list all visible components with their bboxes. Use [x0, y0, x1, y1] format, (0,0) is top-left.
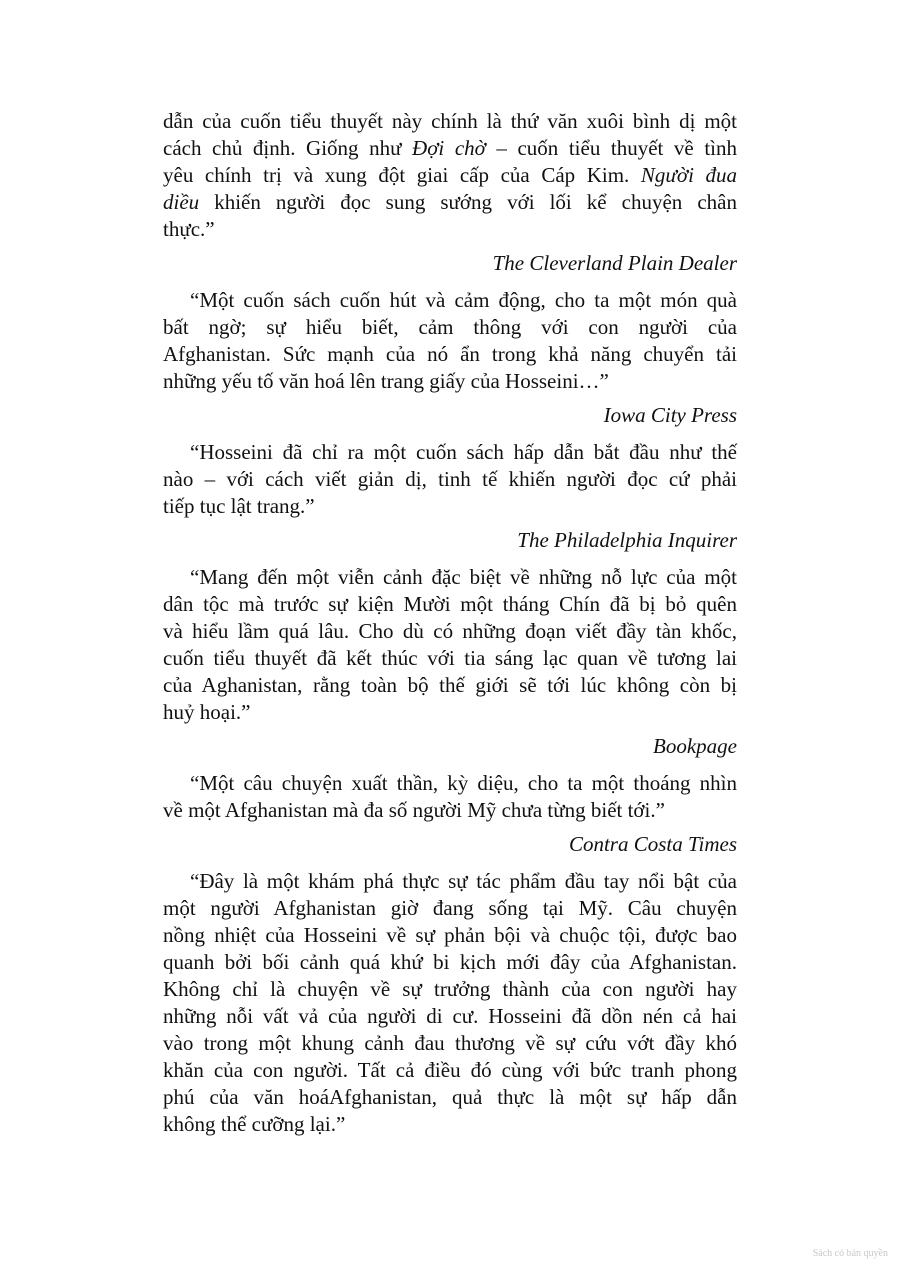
text-line [163, 797, 737, 824]
text-segment: cách chủ định. Giống như [163, 136, 413, 160]
copyright-watermark: Sách có bản quyền [812, 1248, 888, 1259]
text-line [163, 895, 737, 922]
review-source: Iowa City Press [603, 403, 737, 427]
review-source: Bookpage [653, 734, 737, 758]
text-line [163, 439, 737, 466]
text-segment: những yếu tố văn hoá lên trang giấy của Hosseini…” [163, 369, 609, 393]
text-segment: của Aghanistan, rằng toàn bộ thế giới sẽ tới lúc không còn bị [163, 673, 737, 697]
text-segment: dẫn của cuốn tiểu thuyết này chính là thứ văn xuôi bình dị một [163, 109, 737, 133]
text-segment: “Một cuốn sách cuốn hút và cảm động, cho ta một món quà [190, 288, 737, 312]
text-line [163, 216, 737, 243]
text-line [163, 922, 737, 949]
text-segment: cuốn tiểu thuyết đã kết thúc với tia sáng lạc quan về tương lai [163, 646, 737, 670]
text-line [163, 1057, 737, 1084]
text-segment: “Đây là một khám phá thực sự tác phẩm đầu tay nổi bật của [190, 869, 737, 893]
review-quote [163, 770, 737, 824]
text-segment: “Một câu chuyện xuất thần, kỳ diệu, cho ta một thoáng nhìn [190, 771, 737, 795]
text-segment: bất ngờ; sự hiểu biết, cảm thông với con người của [163, 315, 737, 339]
text-segment: thực.” [163, 217, 215, 241]
text-segment: vào trong một khung cảnh đau thương về sự cứu vớt đầy khó [163, 1031, 737, 1055]
text-segment: quanh bởi bối cảnh quá khứ bi kịch mới đây của Afghanistan. [163, 950, 737, 974]
italic-title: Đợi chờ [412, 136, 486, 160]
review-quote [163, 439, 737, 520]
text-line [163, 591, 737, 618]
page-content [163, 108, 737, 1138]
text-line [163, 618, 737, 645]
text-line [163, 949, 737, 976]
text-line [163, 868, 737, 895]
review-source: The Cleverland Plain Dealer [492, 251, 737, 275]
text-line [163, 189, 737, 216]
review-quote [163, 287, 737, 395]
text-line [163, 162, 737, 189]
text-segment: tiếp tục lật trang.” [163, 494, 315, 518]
text-line [163, 314, 737, 341]
text-line [163, 287, 737, 314]
text-line [163, 368, 737, 395]
text-line [163, 493, 737, 520]
review-source: The Philadelphia Inquirer [517, 528, 737, 552]
text-line [163, 1111, 737, 1138]
text-line [163, 770, 737, 797]
review-source: Contra Costa Times [568, 832, 737, 856]
text-segment: một người Afghanistan giờ đang sống tại Mỹ. Câu chuyện [163, 896, 737, 920]
text-segment: những nỗi vất vả của người di cư. Hosseini đã dồn nén cả hai [163, 1004, 737, 1028]
text-segment: yêu chính trị và xung đột giai cấp của Cáp Kim. [163, 163, 641, 187]
text-line [163, 108, 737, 135]
review-quote [163, 564, 737, 726]
italic-title: Người đua [640, 163, 737, 187]
text-line [163, 135, 737, 162]
text-segment: phú của văn hoáAfghanistan, quả thực là một sự hấp dẫn [163, 1085, 737, 1109]
text-segment: nồng nhiệt của Hosseini về sự phản bội và chuộc tội, được bao [163, 923, 737, 947]
text-segment: khiến người đọc sung sướng với lối kể chuyện chân [199, 190, 737, 214]
text-segment: dân tộc mà trước sự kiện Mười một tháng Chín đã bị bỏ quên [163, 592, 737, 616]
text-line [163, 645, 737, 672]
text-segment: khăn của con người. Tất cả điều đó cùng với bức tranh phong [163, 1058, 737, 1082]
italic-title: diều [163, 190, 200, 214]
text-segment: không thể cưỡng lại.” [163, 1112, 346, 1136]
review-continuation [163, 108, 737, 243]
text-line [163, 564, 737, 591]
text-segment: “Mang đến một viễn cảnh đặc biệt về những nỗ lực của một [190, 565, 737, 589]
text-line [163, 1084, 737, 1111]
text-segment: về một Afghanistan mà đa số người Mỹ chưa từng biết tới.” [163, 798, 665, 822]
text-line [163, 699, 737, 726]
text-segment: – cuốn tiểu thuyết về tình [485, 136, 737, 160]
text-segment: Afghanistan. Sức mạnh của nó ẩn trong khả năng chuyển tải [163, 342, 737, 366]
text-segment: huỷ hoại.” [163, 700, 251, 724]
text-line [163, 976, 737, 1003]
text-line [163, 1030, 737, 1057]
text-line [163, 1003, 737, 1030]
text-line [163, 341, 737, 368]
text-segment: nào – với cách viết giản dị, tinh tế khiến người đọc cứ phải [163, 467, 737, 491]
text-segment: và hiểu lầm quá lâu. Cho dù có những đoạn viết đầy tàn khốc, [163, 619, 737, 643]
review-quote [163, 868, 737, 1138]
text-line [163, 466, 737, 493]
text-line [163, 672, 737, 699]
text-segment: “Hosseini đã chỉ ra một cuốn sách hấp dẫn bắt đầu như thế [190, 440, 737, 464]
text-segment: Không chỉ là chuyện về sự trưởng thành của con người hay [163, 977, 737, 1001]
